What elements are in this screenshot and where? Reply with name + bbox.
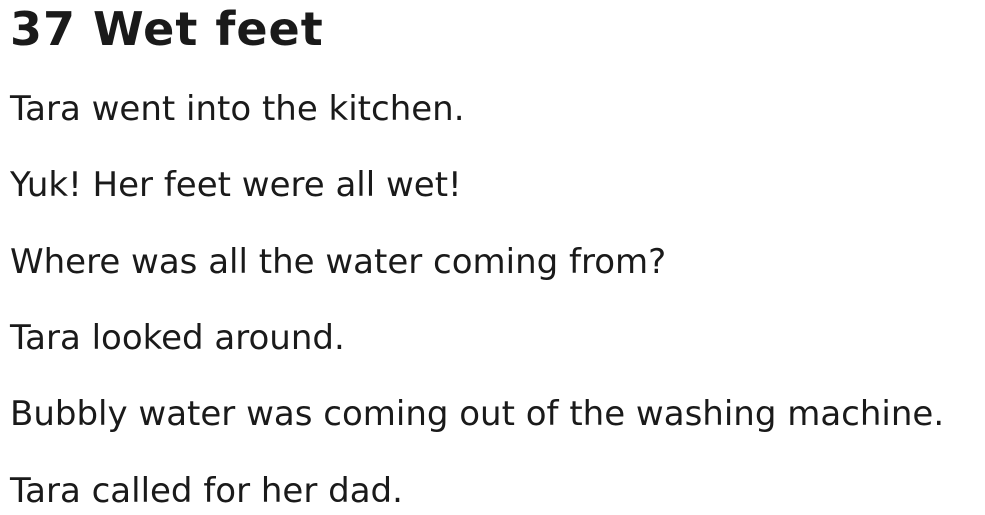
story-line-4: Tara looked around. [10, 318, 345, 358]
story-page [10, 0, 980, 515]
story-line-2: Yuk! Her feet were all wet! [10, 165, 462, 205]
story-line-3: Where was all the water coming from? [10, 242, 667, 282]
story-line-6: Tara called for her dad. [10, 471, 403, 511]
story-line-5: Bubbly water was coming out of the washing machine. [10, 394, 945, 434]
story-line-1: Tara went into the kitchen. [10, 89, 465, 129]
story-title: 37 Wet feet [10, 2, 324, 56]
